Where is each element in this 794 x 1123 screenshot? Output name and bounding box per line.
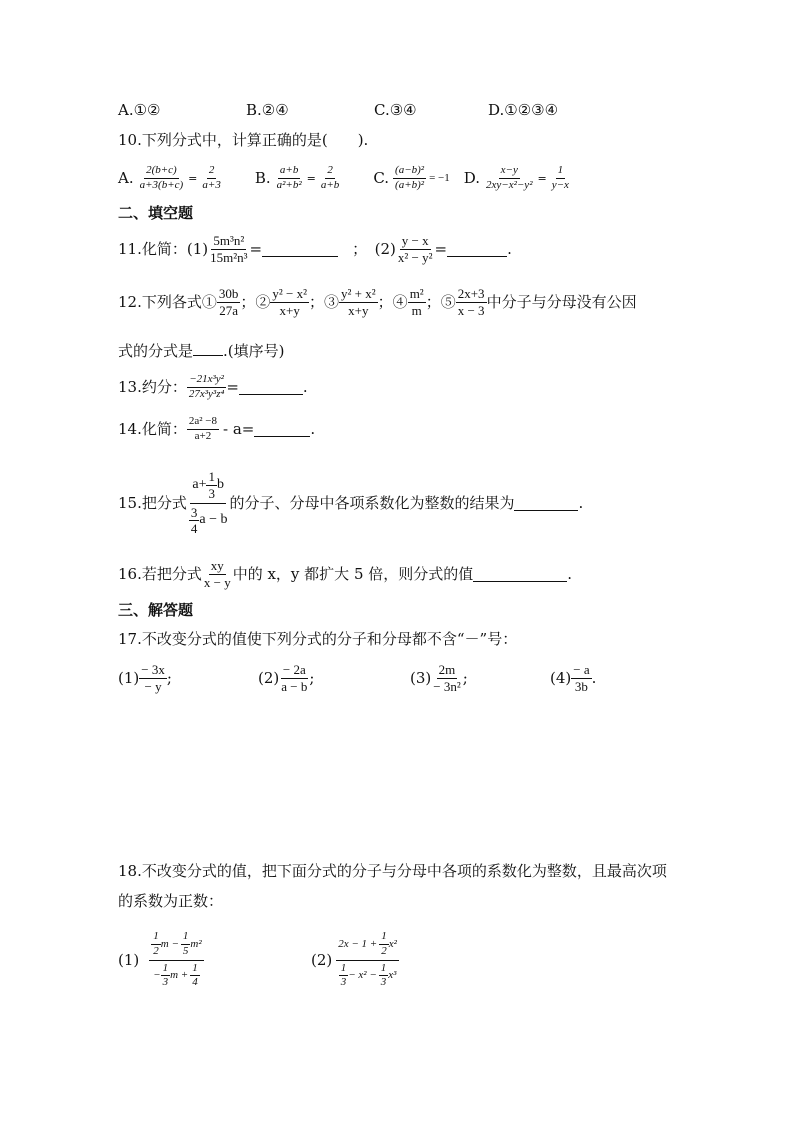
q15-tail: 的分子、分母中各项系数化为整数的结果为 (229, 493, 515, 512)
q10-b-num: a+b (278, 165, 300, 179)
q13-label: 13.约分： (118, 377, 187, 396)
q17-item-2-end: ; (309, 668, 315, 687)
q11-eq-2: = (434, 239, 448, 258)
q16-fraction (202, 559, 233, 589)
q18-1-d-term-a: m + (170, 968, 189, 981)
q12-label: 12.下列各式① (118, 292, 217, 311)
q12-fraction-2 (270, 287, 309, 317)
q18-1-n-frac-a: 1 2 (153, 930, 159, 957)
q12-f1-num: 30b (218, 285, 239, 301)
q10-a-lhs (138, 165, 186, 191)
q18-item-1-fraction (149, 931, 203, 988)
q18-item-1-den (151, 961, 202, 989)
q10-label-a: A. (118, 168, 134, 187)
q14-den: a+2 (194, 429, 212, 442)
q12-fraction-1 (217, 287, 241, 317)
q11-fraction-2 (396, 234, 435, 264)
q15-period: . (578, 493, 584, 512)
q17-item-3-den: − 3n² (433, 678, 461, 694)
q12-mark-4: ；④ (377, 292, 408, 311)
q17-item-3-num: 2m (438, 661, 456, 677)
q15-den-fden: 4 (190, 521, 198, 537)
q10-a-num: 2(b+c) (144, 165, 179, 179)
q16-period: . (567, 564, 573, 583)
q12-f4-num: m² (409, 285, 424, 301)
q16-line (118, 554, 572, 594)
q15-num-post: b (216, 477, 224, 493)
q11-fraction-1 (208, 234, 249, 264)
q10-b-den: a²+b² (276, 178, 302, 191)
q18-item-2-num (336, 931, 399, 960)
q17-item-1-fraction (139, 663, 167, 693)
q10-c-rhs: = −1 (429, 171, 450, 184)
q10-a-den: a+3(b+c) (139, 178, 184, 191)
q14-period: . (310, 419, 316, 438)
q10-b-eq: = (306, 171, 316, 185)
q11-answer-blank-2[interactable] (447, 242, 507, 257)
q18-1-n-term-a: m − (160, 937, 179, 950)
q12-f3-den: x+y (348, 302, 369, 318)
q17-item-2-den: a − b (281, 678, 308, 694)
q10-a-rhs (200, 165, 222, 191)
q11-separator: ； (2) (352, 239, 396, 258)
q15-num-fnum: 1 (208, 469, 215, 485)
q12-line2-a: 式的分式是 (118, 342, 194, 360)
q10-a-rden: a+3 (202, 178, 221, 191)
q15-den-post: a − b (199, 512, 228, 528)
q17-item-1-label: (1) (118, 668, 140, 687)
q12-mark-5: ；⑤ (425, 292, 456, 311)
q10-b-rhs (319, 165, 341, 191)
q10-d-lhs (484, 165, 534, 191)
q13-den: 27x³y³z⁴ (188, 387, 225, 400)
q13-eq: = (226, 377, 239, 396)
q18-2-d-term-a: − x² − (348, 968, 377, 981)
q18-2-d-frac-a: 1 3 (340, 961, 347, 989)
q13-num: −21x³y² (187, 374, 226, 388)
q17-item-4 (550, 658, 596, 698)
q18-item-1 (118, 930, 204, 990)
q14-answer-blank[interactable] (254, 422, 310, 437)
q16-num: xy (210, 557, 224, 573)
q15-num-subfraction (206, 470, 217, 500)
q11-f2-den: x² − y² (397, 249, 433, 265)
q10-a-eq: = (188, 171, 198, 185)
q18-2-n-term-b: x² (388, 937, 397, 950)
q17-item-1-end: ; (166, 668, 172, 687)
q10-c-den: (a+b)² (395, 178, 425, 191)
q12-line-1 (118, 282, 637, 322)
q10-stem: 10.下列分式中，计算正确的是( ). (118, 131, 369, 149)
q9-option-d: D.①②③④ (488, 101, 559, 119)
q17-item-3-fraction (431, 663, 462, 693)
q12-fraction-5 (456, 287, 487, 317)
q17-item-2-num: − 2a (282, 661, 306, 677)
q17-item-3-label: (3) (410, 668, 432, 687)
q10-c-num: (a−b)² (393, 165, 426, 179)
q11-eq-1: = (249, 239, 263, 258)
q14-label: 14.化简： (118, 419, 187, 438)
q17-item-4-num: − a (573, 661, 590, 677)
q17-item-4-end: . (591, 668, 597, 687)
q12-f4-den: m (411, 302, 422, 318)
q15-den-subfraction (189, 506, 200, 536)
q12-f5-num: 2x+3 (457, 285, 485, 301)
q18-1-n-term-b: m² (190, 937, 202, 950)
q16-answer-blank[interactable] (473, 567, 567, 582)
q10-label-c: C. (373, 168, 390, 187)
q12-f2-num: y² − x² (272, 285, 308, 301)
q18-item-2-label: (2) (311, 950, 333, 969)
q12-line2-b: .(填序号) (223, 342, 285, 360)
section-heading-solve: 三、解答题 (118, 601, 194, 619)
q10-b-lhs (275, 165, 304, 191)
q17-item-4-label: (4) (550, 668, 572, 687)
q10-d-den: 2xy−x²−y² (486, 178, 533, 191)
q18-line-1: 18.不改变分式的值，把下面分式的分子与分母中各项的系数化为整数，且最高次项 (118, 862, 667, 880)
q16-den: x − y (203, 574, 231, 590)
q15-answer-blank[interactable] (514, 496, 578, 511)
q11-f2-num: y − x (401, 232, 429, 248)
q12-line-2 (118, 343, 285, 359)
q11-line (118, 229, 512, 269)
q15-fraction (187, 470, 230, 536)
q18-item-2 (311, 930, 399, 990)
q10-d-num: x−y (499, 165, 520, 179)
q18-line-2: 的系数为正数： (118, 892, 224, 910)
q12-f5-den: x − 3 (457, 302, 485, 318)
q9-option-b: B.②④ (246, 101, 289, 119)
q15-num (190, 470, 226, 503)
q16-label: 16.若把分式 (118, 564, 202, 583)
q17-item-1-num: − 3x (141, 661, 165, 677)
q11-answer-blank-1[interactable] (262, 242, 338, 257)
q10-d-rhs (550, 165, 571, 191)
q17-item-1 (118, 658, 172, 698)
q10-label-d: D. (463, 168, 481, 187)
q18-item-1-num (149, 931, 203, 960)
q18-item-2-fraction (336, 931, 399, 988)
q9-option-c: C.③④ (374, 101, 417, 119)
q18-2-d-frac-b: $\frac{1}{3}$ (380, 961, 387, 989)
q9-option-a: A.①② (118, 101, 161, 119)
q13-fraction (187, 374, 226, 400)
q10-a-rnum: 2 (207, 165, 217, 179)
q15-label: 15.把分式 (118, 493, 187, 512)
q17-item-4-den: 3b (574, 678, 588, 694)
q18-2-d-term-b: x³ (388, 968, 397, 981)
q18-2-n-frac: $\frac{1}{2}$ (381, 930, 387, 957)
q15-num-pre: a+ (192, 477, 207, 493)
q15-num-fden: 3 (208, 485, 215, 501)
q12-f1-den: 27a (219, 302, 238, 318)
q10-b-rden: a+b (320, 178, 340, 191)
q12-f2-den: x+y (279, 302, 300, 318)
q17-item-2-fraction (279, 663, 309, 693)
q11-f1-num: 5m³n² (213, 232, 245, 248)
q17-item-3-end: ; (462, 668, 468, 687)
q15-line (118, 452, 583, 554)
q12-answer-blank[interactable] (193, 343, 223, 356)
q10-options (118, 160, 571, 196)
q12-mark-2: ；② (240, 292, 271, 311)
q17-item-2 (258, 658, 314, 698)
q14-tail: - a= (223, 419, 255, 438)
q12-fraction-3 (339, 287, 378, 317)
q17-item-1-den: − y (144, 678, 162, 694)
q14-fraction (187, 416, 219, 442)
q17-item-2-label: (2) (258, 668, 280, 687)
q14-line (118, 411, 315, 447)
q13-line (118, 369, 308, 405)
q13-answer-blank[interactable] (239, 380, 303, 395)
q18-2-n-term-a: 2x − 1 + (338, 937, 378, 950)
q17-stem: 17.不改变分式的值使下列分式的分子和分母都不含“－”号： (118, 630, 518, 648)
q17-items (118, 658, 638, 698)
q18-item-2-den (337, 961, 399, 989)
section-heading-fill-blank: 二、填空题 (118, 204, 194, 222)
q11-label: 11.化简：(1) (118, 239, 209, 258)
q10-b-rnum: 2 (325, 165, 335, 179)
q16-tail: 中的 x，y 都扩大 5 倍，则分式的值 (232, 564, 474, 583)
q10-c-lhs (393, 165, 426, 191)
q13-period: . (302, 377, 308, 396)
q10-d-rden: y−x (551, 178, 569, 191)
q11-f1-den: 15m²n³ (210, 249, 248, 265)
q10-label-b: B. (254, 168, 271, 187)
q12-fraction-4 (408, 287, 426, 317)
q18-1-d-frac-b: $\frac{1}{4}$ (192, 961, 198, 989)
q17-item-3 (410, 658, 468, 698)
q17-item-4-fraction (571, 663, 591, 693)
q12-mark-3: ；③ (309, 292, 340, 311)
q18-1-n-frac-b: $\frac{1}{5}$ (182, 930, 189, 957)
q10-d-eq: = (537, 171, 547, 185)
q18-item-1-label: (1) (118, 950, 140, 969)
q10-d-rnum: 1 (556, 165, 566, 179)
q15-den (187, 504, 230, 536)
q12-f3-num: y² + x² (341, 285, 376, 301)
q18-1-d-sign: − (153, 968, 161, 981)
q11-period: . (507, 239, 512, 258)
q14-num: 2a² −8 (187, 416, 219, 430)
q12-tail: 中分子与分母没有公因 (486, 292, 637, 311)
q18-1-d-frac-a: $\frac{1}{3}$ (162, 961, 169, 989)
q15-den-fnum: 3 (190, 504, 198, 520)
